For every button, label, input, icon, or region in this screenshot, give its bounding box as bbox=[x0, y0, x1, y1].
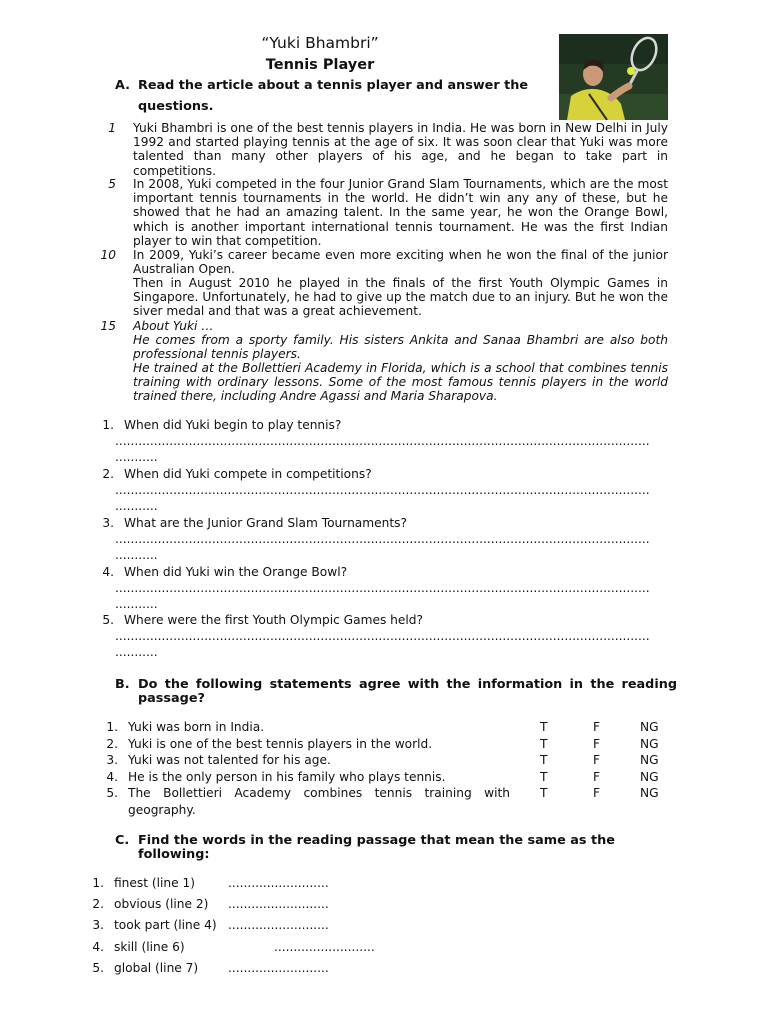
true-option[interactable]: T bbox=[540, 720, 548, 734]
word-number: 3. bbox=[92, 918, 104, 933]
section-c-instructions bbox=[115, 834, 635, 862]
word-number: 2. bbox=[92, 897, 104, 912]
section-b-instructions bbox=[115, 678, 677, 706]
statement-text: Yuki was born in India. bbox=[128, 720, 265, 734]
question-number: 2. bbox=[102, 467, 114, 481]
word-prompt: global (line 7) bbox=[114, 960, 199, 975]
section-c-line1: Find the words in the reading passage that mean the same as the bbox=[138, 833, 615, 848]
question-text: Where were the first Youth Olympic Games held? bbox=[124, 613, 423, 627]
question-number: 5. bbox=[102, 613, 114, 627]
answer-line[interactable]: .......................................................................................................................................... bbox=[115, 483, 650, 497]
line-number: 1 bbox=[108, 121, 116, 135]
word-number: 4. bbox=[92, 939, 104, 954]
section-a-line2: questions. bbox=[138, 99, 214, 114]
word-prompt: obvious (line 2) bbox=[114, 897, 209, 912]
false-option[interactable]: F bbox=[593, 769, 601, 784]
question-block bbox=[91, 417, 681, 465]
false-option[interactable]: F bbox=[593, 786, 601, 800]
word-prompt: finest (line 1) bbox=[114, 876, 196, 890]
not-given-option[interactable]: NG bbox=[640, 769, 659, 784]
question-text: When did Yuki begin to play tennis? bbox=[124, 418, 342, 432]
word-number: 5. bbox=[92, 960, 104, 975]
question-text: When did Yuki win the Orange Bowl? bbox=[124, 565, 348, 579]
statement-text: Yuki is one of the best tennis players in the world. bbox=[128, 736, 433, 751]
section-c-label: C. bbox=[115, 833, 130, 848]
passage-paragraph: Yuki Bhambri is one of the best tennis players in India. He was born in New Delhi in July 1992 and started playing tennis at the age of six. It was soon clear that Yuki was more talented than many other players of his age, and he began to take part in competitions. bbox=[133, 121, 668, 178]
section-a-instructions bbox=[115, 75, 551, 117]
line-number: 10 bbox=[100, 248, 116, 262]
false-option[interactable]: F bbox=[593, 753, 601, 767]
question-block bbox=[91, 564, 681, 612]
answer-line[interactable]: .......................................................................................................................................... bbox=[115, 434, 650, 448]
question-block bbox=[91, 515, 681, 563]
worksheet-subtitle: Tennis Player bbox=[265, 57, 375, 73]
not-given-option[interactable]: NG bbox=[640, 786, 659, 800]
statement-row bbox=[100, 769, 680, 786]
question-text: What are the Junior Grand Slam Tournaments? bbox=[124, 516, 407, 530]
passage-paragraph: He trained at the Bollettieri Academy in Florida, which is a school that combines tennis training with ordinary lessons. Some of the most famous tennis players in the world trained there, including Andre Agassi and Maria Sharapova. bbox=[133, 361, 668, 404]
line-number: 5 bbox=[108, 177, 116, 191]
answer-line[interactable]: .......................................................................................................................................... bbox=[115, 532, 650, 546]
word-row bbox=[91, 873, 491, 894]
statement-row bbox=[100, 785, 680, 802]
tennis-player-photo bbox=[559, 34, 668, 120]
statement-number: 3. bbox=[106, 753, 118, 767]
section-b-text: Do the following statements agree with the information in the reading passage? bbox=[138, 677, 677, 706]
statement-number: 1. bbox=[106, 720, 118, 734]
word-prompt: skill (line 6) bbox=[114, 939, 185, 954]
passage-paragraph: Then in August 2010 he played in the finals of the first Youth Olympic Games in Singapore. Unfortunately, he had to give up the match due to an injury. But he won the siver medal and that was a great achievement. bbox=[133, 276, 668, 319]
answer-line[interactable]: .......................................................................................................................................... bbox=[115, 581, 650, 595]
statement-number: 2. bbox=[106, 736, 118, 751]
word-answer-blank[interactable]: .......................... bbox=[228, 918, 329, 933]
false-option[interactable]: F bbox=[593, 720, 601, 734]
question-number: 3. bbox=[102, 516, 114, 530]
answer-line[interactable]: .......................................................................................................................................... bbox=[115, 629, 650, 643]
word-answer-blank[interactable]: .......................... bbox=[228, 897, 329, 912]
answer-line-end: ........... bbox=[115, 645, 158, 659]
false-option[interactable]: F bbox=[593, 736, 601, 751]
question-block bbox=[91, 466, 681, 514]
word-list bbox=[91, 873, 491, 979]
statement-text: The Bollettieri Academy combines tennis training with bbox=[128, 786, 510, 800]
section-a-label: A. bbox=[115, 78, 131, 93]
statement-number: 5. bbox=[106, 786, 118, 800]
section-a-line1: Read the article about a tennis player and answer the bbox=[138, 78, 529, 93]
statement-text: Yuki was not talented for his age. bbox=[128, 753, 331, 767]
line-number: 15 bbox=[100, 319, 116, 333]
passage-paragraph: He comes from a sporty family. His sisters Ankita and Sanaa Bhambri are also both professional tennis players. bbox=[133, 333, 668, 362]
answer-line-end: ........... bbox=[115, 499, 158, 513]
statement-list bbox=[100, 719, 680, 818]
statement-number: 4. bbox=[106, 769, 118, 784]
statement-row bbox=[100, 736, 680, 753]
question-number: 1. bbox=[102, 418, 114, 432]
not-given-option[interactable]: NG bbox=[640, 753, 659, 767]
passage-paragraph: About Yuki … bbox=[133, 319, 214, 333]
worksheet-title: “Yuki Bhambri” bbox=[261, 34, 379, 52]
section-b-label: B. bbox=[115, 677, 130, 692]
true-option[interactable]: T bbox=[540, 736, 548, 751]
word-answer-blank[interactable]: .......................... bbox=[228, 960, 329, 975]
question-number: 4. bbox=[102, 565, 114, 579]
statement-continuation bbox=[100, 802, 680, 819]
not-given-option[interactable]: NG bbox=[640, 736, 659, 751]
word-row bbox=[91, 937, 491, 958]
passage-paragraph: In 2009, Yuki’s career became even more exciting when he won the final of the junior Australian Open. bbox=[133, 248, 668, 277]
statement-text: He is the only person in his family who plays tennis. bbox=[128, 769, 446, 784]
statement-text-continued: geography. bbox=[128, 802, 196, 817]
word-row bbox=[91, 894, 491, 915]
answer-line-end: ........... bbox=[115, 450, 158, 464]
true-option[interactable]: T bbox=[540, 753, 548, 767]
word-row bbox=[91, 958, 491, 979]
answer-line-end: ........... bbox=[115, 597, 158, 611]
not-given-option[interactable]: NG bbox=[640, 720, 659, 734]
word-answer-blank[interactable]: .......................... bbox=[228, 876, 329, 890]
statement-row bbox=[100, 752, 680, 769]
word-answer-blank[interactable]: .......................... bbox=[274, 939, 375, 954]
true-option[interactable]: T bbox=[540, 769, 548, 784]
word-prompt: took part (line 4) bbox=[114, 918, 217, 933]
word-number: 1. bbox=[92, 876, 104, 890]
statement-row bbox=[100, 719, 680, 736]
word-row bbox=[91, 915, 491, 936]
section-c-line2: following: bbox=[138, 847, 210, 862]
true-option[interactable]: T bbox=[540, 786, 548, 800]
passage-paragraph: In 2008, Yuki competed in the four Junior Grand Slam Tournaments, which are the most important tennis tournaments in the world. He didn’t win any any of these, but he showed that he had an amazing talent. In the same year, he won the Orange Bowl, which is another important international tennis tournament. He was the first Indian player to win that competition. bbox=[133, 177, 668, 248]
question-block bbox=[91, 612, 681, 660]
question-text: When did Yuki compete in competitions? bbox=[124, 467, 372, 481]
answer-line-end: ........... bbox=[115, 548, 158, 562]
